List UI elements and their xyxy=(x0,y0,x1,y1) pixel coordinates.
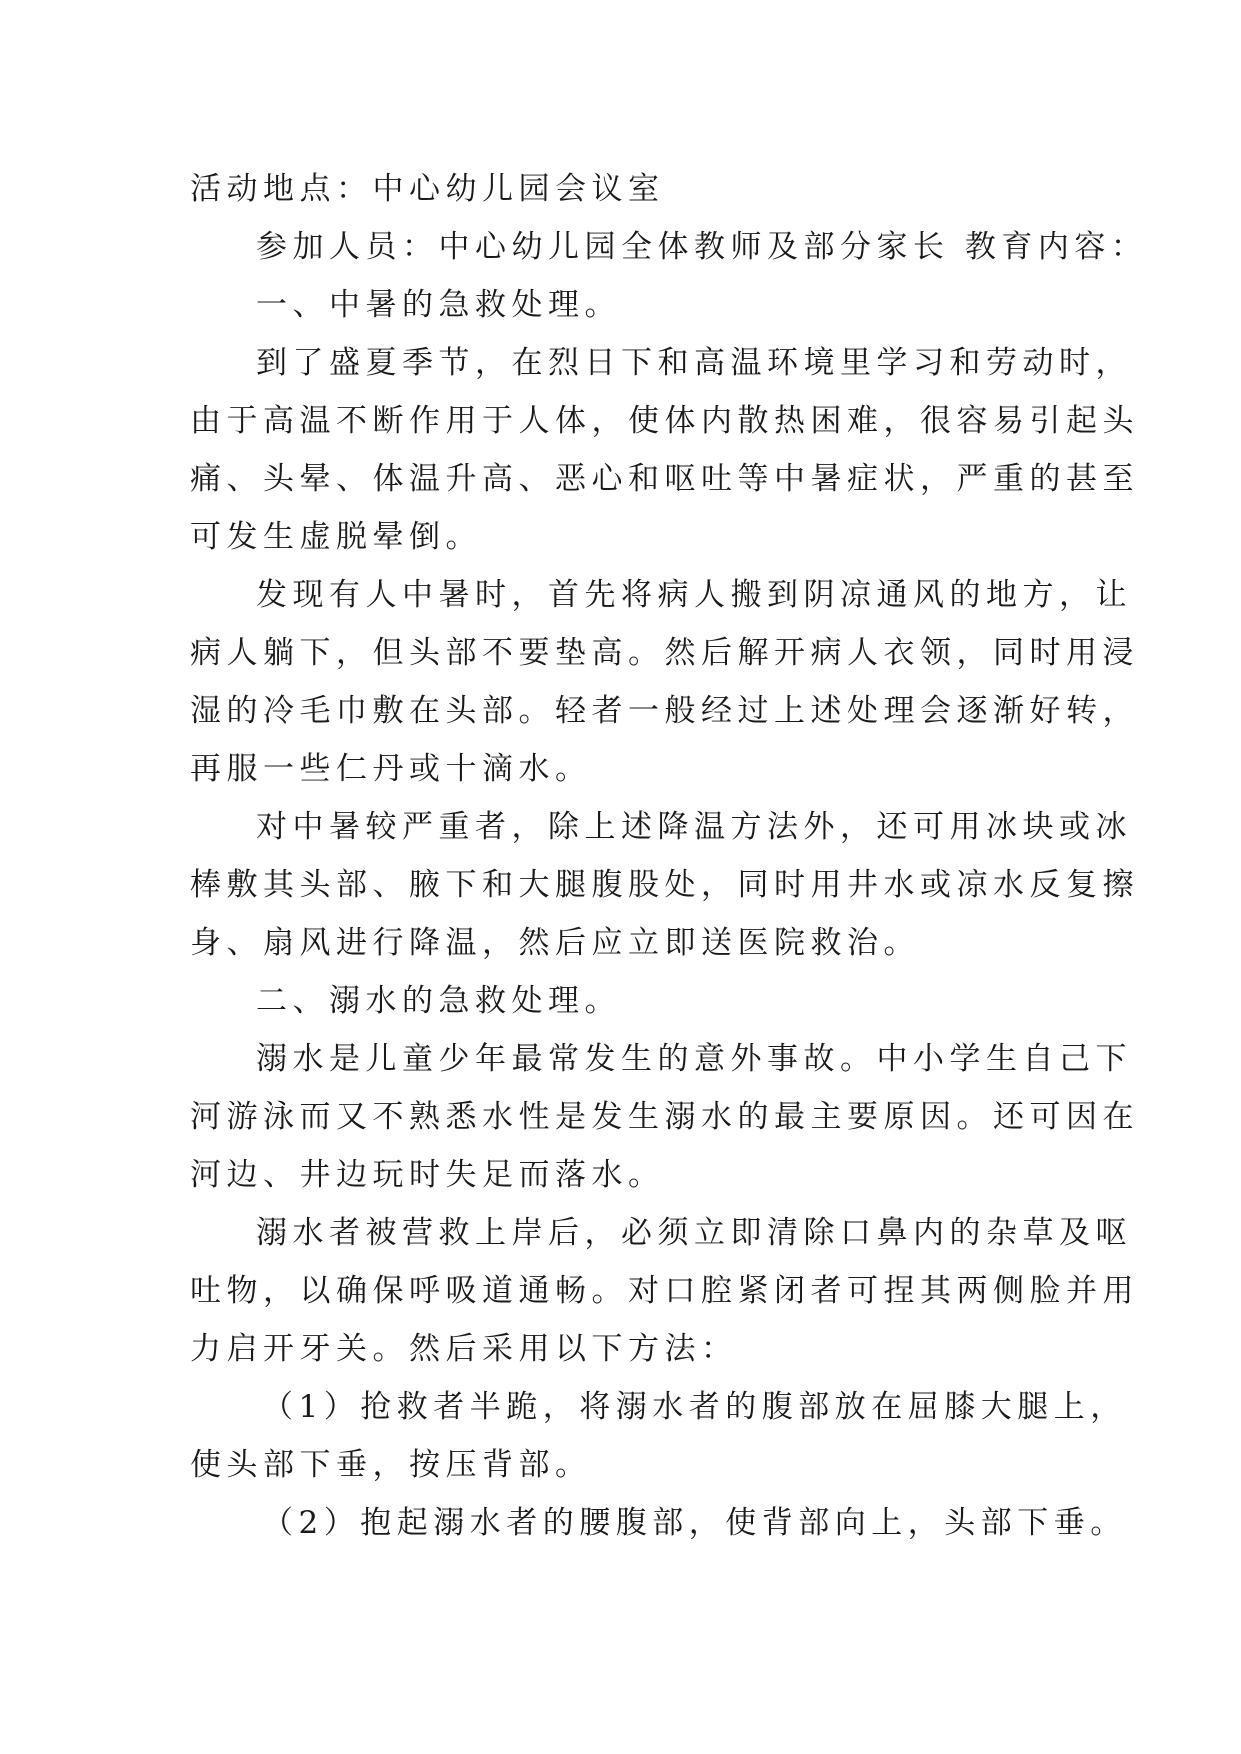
section-heading-drowning: 二、溺水的急救处理。 xyxy=(256,983,621,1019)
participants-line: 参加人员：中心幼儿园全体教师及部分家长 教育内容： xyxy=(256,229,1148,265)
activity-location-line: 活动地点：中心幼儿园会议室 xyxy=(190,171,665,207)
document-body xyxy=(190,160,1148,1552)
paragraph-line: 到了盛夏季节，在烈日下和高温环境里学习和劳动时， xyxy=(256,345,1132,381)
paragraph-line: 可发生虚脱晕倒。 xyxy=(190,519,482,555)
paragraph-line: 棒敷其头部、腋下和大腿腹股处，同时用井水或凉水反复擦 xyxy=(190,867,1139,903)
section-heading-heatstroke: 一、中暑的急救处理。 xyxy=(256,287,621,323)
paragraph-line: 痛、头晕、体温升高、恶心和呕吐等中暑症状，严重的甚至 xyxy=(190,461,1139,497)
paragraph-line: 湿的冷毛巾敷在头部。轻者一般经过上述处理会逐渐好转， xyxy=(190,693,1139,729)
paragraph-line: 溺水者被营救上岸后，必须立即清除口鼻内的杂草及呕 xyxy=(256,1215,1132,1251)
paragraph-line: 溺水是儿童少年最常发生的意外事故。中小学生自己下 xyxy=(256,1041,1132,1077)
paragraph-line: 由于高温不断作用于人体，使体内散热困难，很容易引起头 xyxy=(190,403,1139,439)
list-item-1-continuation: 使头部下垂，按压背部。 xyxy=(190,1447,592,1483)
paragraph-line: 河边、井边玩时失足而落水。 xyxy=(190,1157,665,1193)
paragraph-line: 吐物，以确保呼吸道通畅。对口腔紧闭者可捏其两侧脸并用 xyxy=(190,1273,1139,1309)
paragraph-line: 对中暑较严重者，除上述降温方法外，还可用冰块或冰 xyxy=(256,809,1132,845)
list-item-1: （1）抢救者半跪，将溺水者的腹部放在屈膝大腿上， xyxy=(262,1389,1127,1425)
paragraph-line: 力启开牙关。然后采用以下方法： xyxy=(190,1331,738,1367)
paragraph-line: 发现有人中暑时，首先将病人搬到阴凉通风的地方，让 xyxy=(256,577,1132,613)
paragraph-line: 再服一些仁丹或十滴水。 xyxy=(190,751,592,787)
paragraph-line: 身、扇风进行降温，然后应立即送医院救治。 xyxy=(190,925,920,961)
list-item-2: （2）抱起溺水者的腰腹部，使背部向上，头部下垂。 xyxy=(262,1505,1127,1541)
paragraph-line: 河游泳而又不熟悉水性是发生溺水的最主要原因。还可因在 xyxy=(190,1099,1139,1135)
paragraph-line: 病人躺下，但头部不要垫高。然后解开病人衣领，同时用浸 xyxy=(190,635,1139,671)
